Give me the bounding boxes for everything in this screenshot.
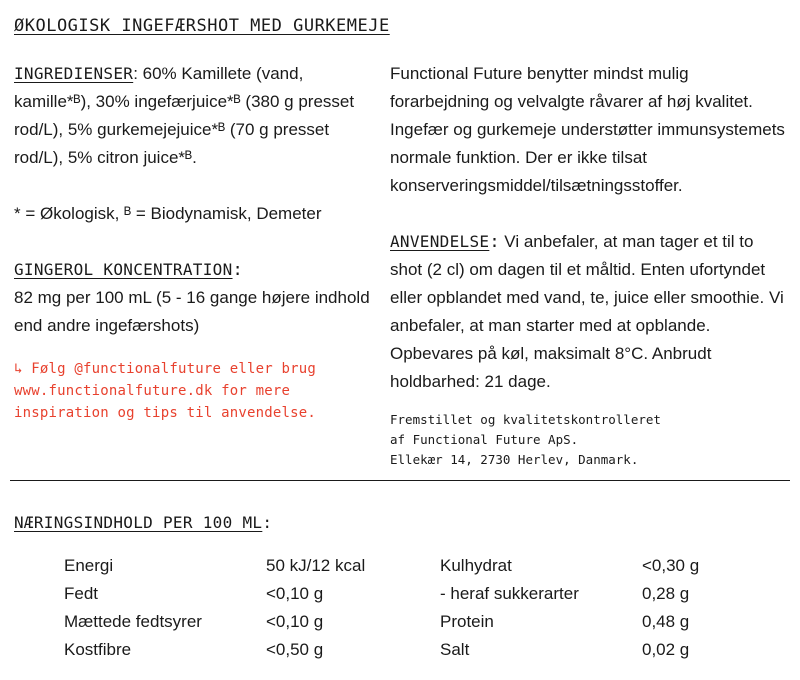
usage-heading: ANVENDELSE: [390, 232, 490, 251]
producer-line-3: Ellekær 14, 2730 Herlev, Danmark.: [390, 452, 639, 467]
nutrient-label: Kostfibre: [64, 640, 132, 659]
nutrient-value: <0,10 g: [266, 584, 324, 603]
section-divider: [10, 480, 790, 481]
nutrient-value: <0,30 g: [642, 556, 700, 575]
nutrient-value: 0,28 g: [642, 584, 690, 603]
usage-colon: :: [489, 232, 500, 252]
nutrient-label: Fedt: [64, 584, 99, 603]
producer-line-1: Fremstillet og kvalitetskontrolleret: [390, 412, 661, 427]
social-note: ↳ Følg @functionalfuture eller brug www.functionalfuture.dk for mere inspiration og tips til anvendelse.: [14, 361, 317, 421]
product-title: ØKOLOGISK INGEFÆRSHOT MED GURKEMEJE: [14, 16, 390, 36]
nutrient-label: - heraf sukkerarter: [440, 584, 579, 603]
nutrient-label: Energi: [64, 556, 114, 575]
table-row: [64, 552, 722, 580]
producer-line-2: af Functional Future ApS.: [390, 432, 579, 447]
gingerol-colon: :: [232, 260, 243, 280]
footnote: * = Økologisk, ᴮ = Biodynamisk, Demeter: [14, 204, 322, 223]
nutrition-table: [64, 552, 722, 664]
nutrient-value: 0,02 g: [642, 640, 690, 659]
producer-info: [390, 410, 790, 470]
nutrient-label: Mættede fedtsyrer: [64, 612, 202, 631]
nutrient-value: 0,48 g: [642, 612, 690, 631]
ingredients-heading: INGREDIENSER: [14, 64, 134, 83]
nutrient-label: Kulhydrat: [440, 556, 512, 575]
intro-text: Functional Future benytter mindst mulig forarbejdning og velvalgte råvarer af høj kvalitet. Ingefær og gurkemeje understøtter immunsystemets normale funktion. Der er ikke tilsat konserveringsmiddel/tilsætningsstoffer.: [390, 64, 785, 195]
table-row: [64, 608, 722, 636]
nutrition-heading: [14, 513, 272, 532]
usage-text: Vi anbefaler, at man tager et til to shot (2 cl) om dagen til et måltid. Enten ufortyndet eller opblandet med vand, te, juice eller smoothie. Vi anbefaler, at man starter med at opblande. Opbevares på køl, maksimalt 8°C. Anbrudt holdbarhed: 21 dage.: [390, 232, 784, 391]
table-row: [64, 636, 722, 664]
ingredients-text: : 60% Kamillete (vand, kamille*ᴮ), 30% ingefærjuice*ᴮ (380 g presset rod/L), 5% gurkemejejuice*ᴮ (70 g presset rod/L), 5% citron juice*ᴮ.: [14, 64, 355, 167]
nutrition-heading-text: NÆRINGSINDHOLD PER 100 ML: [14, 513, 263, 532]
gingerol-heading: GINGEROL KONCENTRATION: [14, 260, 233, 279]
ingredients-block: [14, 60, 374, 172]
usage-block: [390, 228, 790, 396]
nutrition-heading-colon: :: [262, 513, 273, 532]
nutrient-value: <0,10 g: [266, 612, 324, 631]
nutrient-label: Protein: [440, 612, 494, 631]
table-row: [64, 580, 722, 608]
gingerol-block: [14, 256, 374, 340]
gingerol-text: 82 mg per 100 mL (5 - 16 gange højere indhold end andre ingefærshots): [14, 288, 370, 335]
nutrient-value: <0,50 g: [266, 640, 324, 659]
nutrient-value: 50 kJ/12 kcal: [266, 556, 366, 575]
right-column: [390, 60, 790, 470]
left-column: [14, 60, 374, 424]
nutrient-label: Salt: [440, 640, 470, 659]
